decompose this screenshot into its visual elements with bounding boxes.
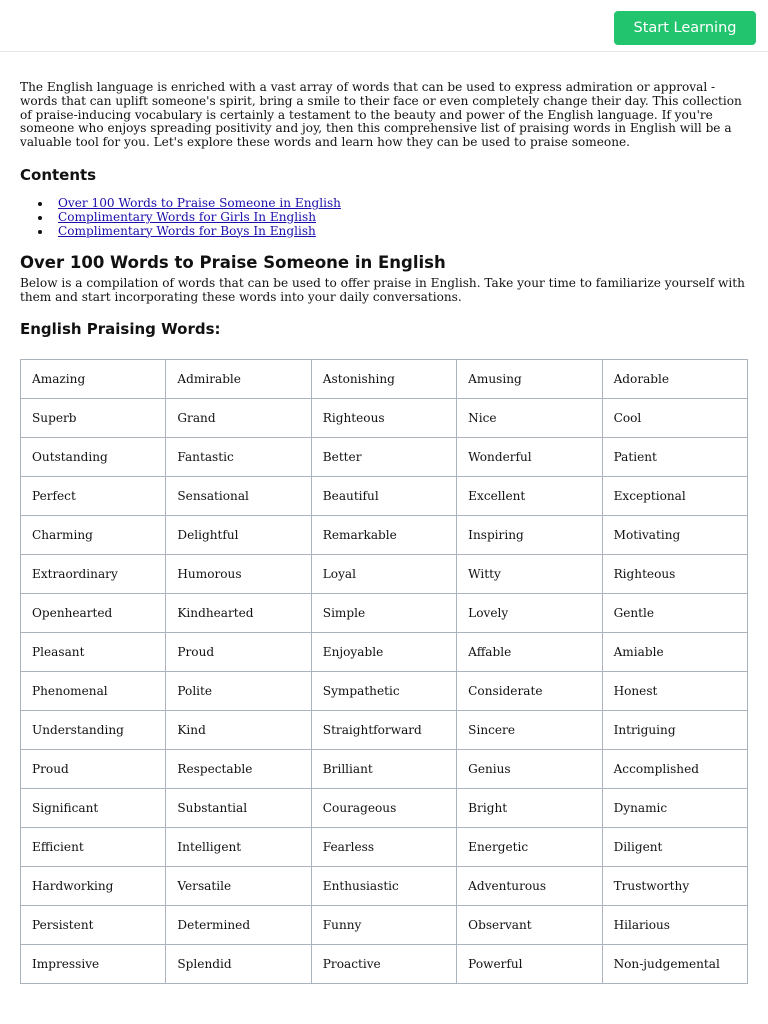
table-cell: Intelligent (166, 828, 311, 867)
table-cell: Determined (166, 906, 311, 945)
table-cell: Fantastic (166, 438, 311, 477)
table-cell: Humorous (166, 555, 311, 594)
bullet-icon (38, 216, 42, 220)
section-title: Over 100 Words to Praise Someone in English (20, 253, 446, 273)
praising-words-table (20, 359, 748, 984)
table-row (21, 633, 748, 672)
table-cell: Phenomenal (21, 672, 166, 711)
table-row (21, 750, 748, 789)
table-cell: Hilarious (602, 906, 747, 945)
table-row (21, 945, 748, 984)
table-cell: Outstanding (21, 438, 166, 477)
table-cell: Understanding (21, 711, 166, 750)
table-cell: Respectable (166, 750, 311, 789)
table-cell: Proud (21, 750, 166, 789)
intro-paragraph: The English language is enriched with a vast array of words that can be used to express admiration or approval - words that can uplift someone's spirit, bring a smile to their face or even completely change their day. This collection of praise-inducing vocabulary is certainly a testament to the beauty and power of the English language. If you're someone who enjoys spreading positivity and joy, then this comprehensive list of praising words in English will be a valuable tool for you. Let's explore these words and learn how they can be used to praise someone. (20, 80, 742, 150)
table-cell: Grand (166, 399, 311, 438)
article-content (20, 81, 750, 339)
table-cell: Charming (21, 516, 166, 555)
table-row (21, 828, 748, 867)
bullet-icon (38, 202, 42, 206)
start-learning-button[interactable]: Start Learning (614, 11, 756, 45)
table-cell: Energetic (457, 828, 602, 867)
table-cell: Admirable (166, 360, 311, 399)
table-cell: Courageous (311, 789, 456, 828)
table-cell: Gentle (602, 594, 747, 633)
table-cell: Dynamic (602, 789, 747, 828)
table-row (21, 438, 748, 477)
table-cell: Pleasant (21, 633, 166, 672)
table-cell: Patient (602, 438, 747, 477)
table-cell: Astonishing (311, 360, 456, 399)
table-row (21, 906, 748, 945)
table-cell: Simple (311, 594, 456, 633)
table-cell: Efficient (21, 828, 166, 867)
toc-link-girls[interactable]: Complimentary Words for Girls In English (58, 209, 316, 224)
table-cell: Honest (602, 672, 747, 711)
table-row (21, 672, 748, 711)
toc-item (20, 225, 750, 239)
table-cell: Superb (21, 399, 166, 438)
table-cell: Kind (166, 711, 311, 750)
table-cell: Trustworthy (602, 867, 747, 906)
table-cell: Diligent (602, 828, 747, 867)
section-description: Below is a compilation of words that can be used to offer praise in English. Take your time to familiarize yourself with them and start incorporating these words into your daily conversations. (20, 276, 745, 305)
top-bar (0, 0, 768, 52)
toc-item (20, 197, 750, 211)
table-row (21, 867, 748, 906)
table-cell: Adventurous (457, 867, 602, 906)
table-cell: Considerate (457, 672, 602, 711)
table-cell: Inspiring (457, 516, 602, 555)
table-cell: Sensational (166, 477, 311, 516)
table-cell: Substantial (166, 789, 311, 828)
table-of-contents (20, 197, 750, 238)
table-cell: Significant (21, 789, 166, 828)
table-cell: Versatile (166, 867, 311, 906)
table-cell: Remarkable (311, 516, 456, 555)
table-cell: Wonderful (457, 438, 602, 477)
table-cell: Amazing (21, 360, 166, 399)
table-row (21, 594, 748, 633)
table-row (21, 477, 748, 516)
table-cell: Lovely (457, 594, 602, 633)
table-cell: Witty (457, 555, 602, 594)
table-cell: Non-judgemental (602, 945, 747, 984)
table-cell: Hardworking (21, 867, 166, 906)
table-cell: Loyal (311, 555, 456, 594)
table-cell: Righteous (602, 555, 747, 594)
table-row (21, 399, 748, 438)
table-cell: Proud (166, 633, 311, 672)
table-cell: Better (311, 438, 456, 477)
bullet-icon (38, 230, 42, 234)
table-cell: Exceptional (602, 477, 747, 516)
table-row (21, 516, 748, 555)
table-cell: Motivating (602, 516, 747, 555)
table-row (21, 711, 748, 750)
contents-heading: Contents (20, 165, 97, 184)
table-cell: Powerful (457, 945, 602, 984)
table-cell: Excellent (457, 477, 602, 516)
table-cell: Amiable (602, 633, 747, 672)
table-row (21, 789, 748, 828)
table-cell: Extraordinary (21, 555, 166, 594)
toc-link-praise-words[interactable]: Over 100 Words to Praise Someone in English (58, 195, 341, 210)
table-cell: Fearless (311, 828, 456, 867)
table-cell: Observant (457, 906, 602, 945)
table-cell: Sympathetic (311, 672, 456, 711)
table-cell: Amusing (457, 360, 602, 399)
table-cell: Enthusiastic (311, 867, 456, 906)
table-cell: Impressive (21, 945, 166, 984)
table-cell: Proactive (311, 945, 456, 984)
table-row (21, 555, 748, 594)
table-row (21, 360, 748, 399)
table-cell: Cool (602, 399, 747, 438)
praising-words-heading: English Praising Words: (20, 319, 221, 338)
table-cell: Openhearted (21, 594, 166, 633)
table-cell: Adorable (602, 360, 747, 399)
table-cell: Polite (166, 672, 311, 711)
table-cell: Kindhearted (166, 594, 311, 633)
table-cell: Genius (457, 750, 602, 789)
table-cell: Nice (457, 399, 602, 438)
table-cell: Persistent (21, 906, 166, 945)
table-cell: Sincere (457, 711, 602, 750)
table-cell: Beautiful (311, 477, 456, 516)
table-cell: Funny (311, 906, 456, 945)
toc-link-boys[interactable]: Complimentary Words for Boys In English (58, 223, 316, 238)
table-cell: Splendid (166, 945, 311, 984)
table-cell: Brilliant (311, 750, 456, 789)
table-cell: Delightful (166, 516, 311, 555)
table-cell: Righteous (311, 399, 456, 438)
toc-item (20, 211, 750, 225)
table-cell: Perfect (21, 477, 166, 516)
table-cell: Straightforward (311, 711, 456, 750)
table-cell: Bright (457, 789, 602, 828)
table-cell: Intriguing (602, 711, 747, 750)
table-cell: Enjoyable (311, 633, 456, 672)
table-cell: Affable (457, 633, 602, 672)
table-cell: Accomplished (602, 750, 747, 789)
